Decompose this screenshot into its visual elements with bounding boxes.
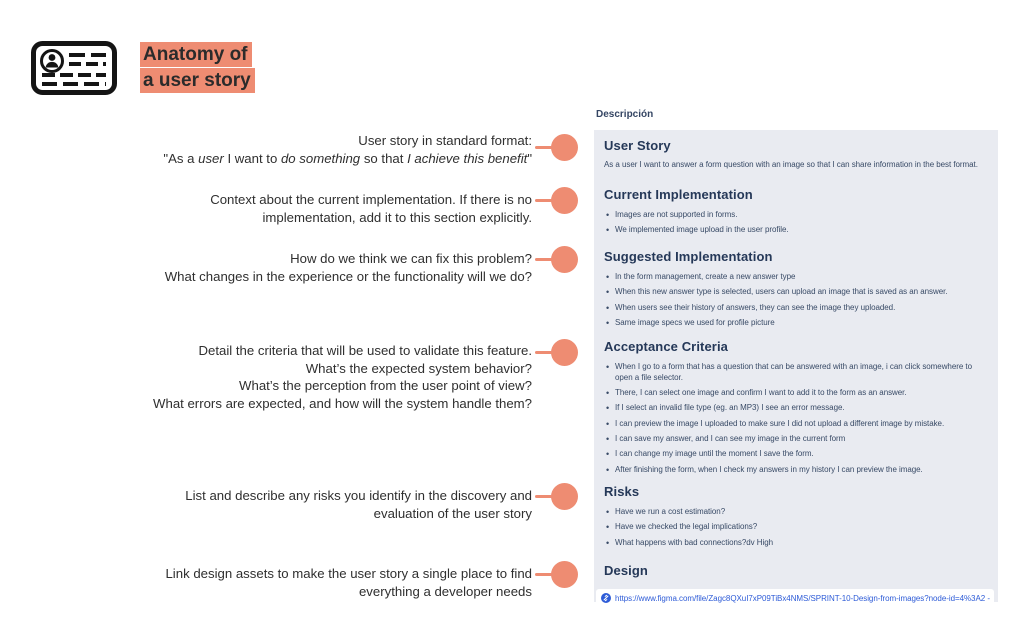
annotation-line: Link design assets to make the user story a single place to find [165,566,532,581]
bullet-item: • I can save my answer, and I can see my image in the current form [604,434,986,445]
connector-dot [551,246,578,273]
bullet-item: • Images are not supported in forms. [604,210,986,221]
connector-dot [551,134,578,161]
bullet-item: • I can preview the image I uploaded to make sure I did not upload a different image by mistake. [604,419,986,430]
section-risks [604,484,986,553]
annotation-line: What errors are expected, and how will the system handle them? [153,395,532,411]
bullet-item: • I can change my image until the moment I save the form. [604,449,986,460]
figma-link[interactable] [596,589,994,607]
section-user-story [604,138,986,170]
page-title-line1: Anatomy of [140,42,252,67]
bullet-item: • What happens with bad connections?dv High [604,538,986,549]
document-panel [594,130,998,602]
annotation-line: Detail the criteria that will be used to validate this feature. [198,343,532,358]
annotation-line: What’s the expected system behavior? [305,360,532,376]
section-heading: Risks [604,484,640,499]
section-heading: Current Implementation [604,187,753,202]
bullet-list [604,362,986,475]
bullet-item: • When I go to a form that has a question that can be answered with an image, i can click somewhere to open a file selector. [604,362,986,384]
section-heading: Design [604,563,648,578]
section-current-implementation [604,187,986,241]
bullet-item: • After finishing the form, when I check my answers in my history I can preview the image. [604,465,986,476]
bullet-item: • When users see their history of answers, they can see the image they uploaded. [604,303,986,314]
annotation-line: everything a developer needs [358,583,532,599]
bullet-item: • If I select an invalid file type (eg. an MP3) I see an error message. [604,403,986,414]
annotation-current-implementation [20,191,532,226]
section-heading: User Story [604,138,671,153]
link-icon [601,593,611,603]
connector-dot [551,339,578,366]
section-design [604,563,990,607]
annotation-suggested-implementation [20,250,532,285]
annotation-line: "As a user I want to do something so that I achieve this benefit" [163,150,532,166]
annotation-line: What’s the perception from the user point of view? [239,378,532,393]
page-title-line2: a user story [140,68,255,93]
bullet-list [604,272,986,329]
connector-dot [551,561,578,588]
section-acceptance-criteria [604,339,986,480]
bullet-item: • Have we checked the legal implications? [604,522,986,533]
panel-label: Descripción [596,109,654,120]
bullet-item: • We implemented image upload in the user profile. [604,225,986,236]
annotation-line: implementation, add it to this section explicitly. [262,209,532,225]
section-heading: Suggested Implementation [604,249,773,264]
annotation-line: Context about the current implementation. If there is no [210,192,532,207]
bullet-item: • When this new answer type is selected, users can upload an image that is saved as an answer. [604,287,986,298]
annotation-user-story-format [20,132,532,167]
annotation-line: evaluation of the user story [373,505,532,521]
annotation-line: User story in standard format: [358,133,532,148]
connector-dot [551,187,578,214]
annotation-line: List and describe any risks you identify in the discovery and [185,488,532,503]
section-suggested-implementation [604,249,986,333]
bullet-item: • There, I can select one image and confirm I want to add it to the form as an answer. [604,388,986,399]
annotation-line: What changes in the experience or the functionality will we do? [164,268,532,284]
bullet-list [604,210,986,236]
annotation-line: How do we think we can fix this problem? [290,251,532,266]
annotation-design [20,565,532,600]
bullet-item: • Have we run a cost estimation? [604,507,986,518]
annotation-risks [20,487,532,522]
figma-link-text: https://www.figma.com/file/Zagc8QXuI7xP09TiBx4NMS/SPRINT-10-Design-from-images?node-id=4%3A2 - [615,593,990,603]
bullet-item: • In the form management, create a new answer type [604,272,986,283]
section-paragraph: As a user I want to answer a form question with an image so that I can share information in the best format. [604,160,978,169]
bullet-item: • Same image specs we used for profile picture [604,318,986,329]
annotation-acceptance-criteria [20,342,532,412]
section-heading: Acceptance Criteria [604,339,729,354]
bullet-list [604,507,986,548]
connector-dot [551,483,578,510]
